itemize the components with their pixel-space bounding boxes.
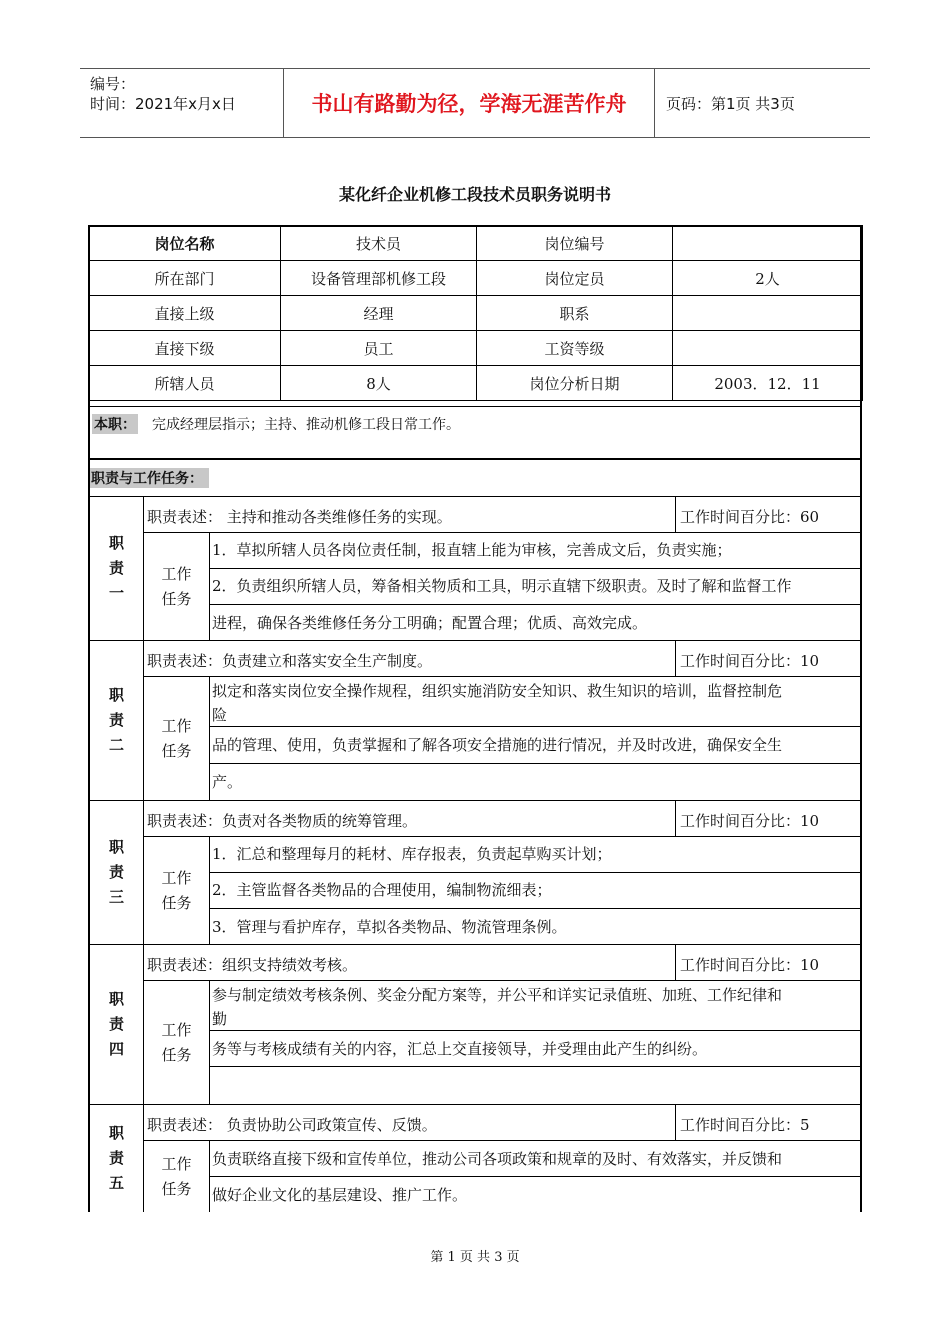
job-info-table: [88, 225, 863, 401]
superior-label: 直接上级: [89, 296, 281, 331]
duty-time-percent: 工作时间百分比：60: [676, 497, 860, 533]
duty-label: 职责一: [90, 497, 144, 640]
task-row: 参与制定绩效考核条例、奖金分配方案等，并公平和详实记录值班、加班、工作纪律和: [212, 986, 783, 1004]
pay-grade-label: 工资等级: [477, 331, 673, 366]
job-family-label: 职系: [477, 296, 673, 331]
staff-label: 所辖人员: [89, 366, 281, 401]
pay-grade-value: [673, 331, 863, 366]
task-row: 进程，确保各类维修任务分工明确；配置合理；优质、高效完成。: [212, 614, 648, 632]
task-label: 工作任务: [144, 533, 210, 640]
department-value: 设备管理部机修工段: [281, 261, 477, 296]
position-code-value: [673, 226, 863, 261]
job-family-value: [673, 296, 863, 331]
primary-duty-text: 完成经理层指示；主持、推动机修工段日常工作。: [152, 417, 460, 433]
task-row: [210, 1067, 860, 1105]
analysis-date-label: 岗位分析日期: [477, 366, 673, 401]
task-row: 负责联络直接下级和宣传单位，推动公司各项政策和规章的及时、有效落实，并反馈和: [210, 1141, 860, 1177]
table-row: [89, 366, 863, 401]
duty-time-percent: 工作时间百分比：10: [676, 801, 860, 837]
duty-description: 职责表述： 负责协助公司政策宣传、反馈。: [144, 1105, 676, 1141]
analysis-date-value: 2003．12．11: [673, 366, 863, 401]
duty-block-3: [88, 800, 862, 944]
table-row: [89, 261, 863, 296]
duty-block-5: [88, 1104, 862, 1212]
document-title: 某化纤企业机修工段技术员职务说明书: [338, 185, 611, 204]
position-name-label: 岗位名称: [89, 226, 281, 261]
header-motto: 书山有路勤为径，学海无涯苦作舟: [283, 69, 655, 137]
task-label: 工作任务: [144, 1141, 210, 1212]
header-meta: [80, 69, 283, 137]
duty-label: 职责五: [90, 1105, 144, 1212]
task-row: 产。: [210, 763, 860, 801]
task-row: 险: [210, 703, 860, 727]
position-name-value: 技术员: [281, 226, 477, 261]
table-row: [89, 331, 863, 366]
duty-label: 职责三: [90, 801, 144, 944]
department-label: 所在部门: [89, 261, 281, 296]
staff-value: 8人: [281, 366, 477, 401]
header-page-info: 页码：第1页 共3页: [666, 94, 795, 113]
duties-heading: 职责与工作任务：: [90, 468, 209, 488]
page-header: [80, 68, 870, 138]
primary-duty-section: [88, 406, 862, 460]
subordinate-label: 直接下级: [89, 331, 281, 366]
doc-time: 时间：2021年x月x日: [90, 95, 236, 113]
task-row: 2．主管监督各类物品的合理使用，编制物流细表；: [210, 873, 860, 909]
task-label: 工作任务: [144, 981, 210, 1104]
headcount-label: 岗位定员: [477, 261, 673, 296]
position-code-label: 岗位编号: [477, 226, 673, 261]
task-label: 工作任务: [144, 837, 210, 944]
task-row: 品的管理、使用，负责掌握和了解各项安全措施的进行情况，并及时改进，确保安全生: [212, 736, 783, 754]
table-row: [89, 296, 863, 331]
task-row: 做好企业文化的基层建设、推广工作。: [212, 1186, 468, 1204]
task-row: 1．草拟所辖人员各岗位责任制，报直辖上能为审核，完善成文后，负责实施；: [210, 533, 860, 569]
subordinate-value: 员工: [281, 331, 477, 366]
task-row: 勤: [210, 1007, 860, 1031]
task-row: 1．汇总和整理每月的耗材、库存报表，负责起草购买计划；: [210, 837, 860, 873]
task-label: 工作任务: [144, 677, 210, 800]
page-footer: 第 1 页 共 3 页: [430, 1250, 520, 1265]
superior-value: 经理: [281, 296, 477, 331]
task-row: 2．负责组织所辖人员，筹备相关物质和工具，明示直辖下级职责。及时了解和监督工作: [210, 569, 860, 605]
table-row: [89, 226, 863, 261]
duty-description: 职责表述： 主持和推动各类维修任务的实现。: [144, 497, 676, 533]
doc-number-label: 编号：: [90, 75, 136, 93]
duty-description: 职责表述：负责对各类物质的统筹管理。: [144, 801, 676, 837]
duty-time-percent: 工作时间百分比：10: [676, 945, 860, 981]
headcount-value: 2人: [673, 261, 863, 296]
duty-label: 职责四: [90, 945, 144, 1104]
task-row: 拟定和落实岗位安全操作规程，组织实施消防安全知识、救生知识的培训，监督控制危: [212, 682, 783, 700]
duty-time-percent: 工作时间百分比：10: [676, 641, 860, 677]
duty-time-percent: 工作时间百分比：5: [676, 1105, 860, 1141]
task-row: 务等与考核成绩有关的内容，汇总上交直接领导，并受理由此产生的纠纷。: [210, 1031, 860, 1067]
duty-description: 职责表述：负责建立和落实安全生产制度。: [144, 641, 676, 677]
primary-duty-label: 本职：: [92, 414, 138, 434]
duty-label: 职责二: [90, 641, 144, 800]
duty-block-1: [88, 496, 862, 640]
task-row: 3．管理与看护库存，草拟各类物品、物流管理条例。: [212, 918, 567, 936]
duty-block-2: [88, 640, 862, 800]
duty-description: 职责表述：组织支持绩效考核。: [144, 945, 676, 981]
duty-block-4: [88, 944, 862, 1104]
